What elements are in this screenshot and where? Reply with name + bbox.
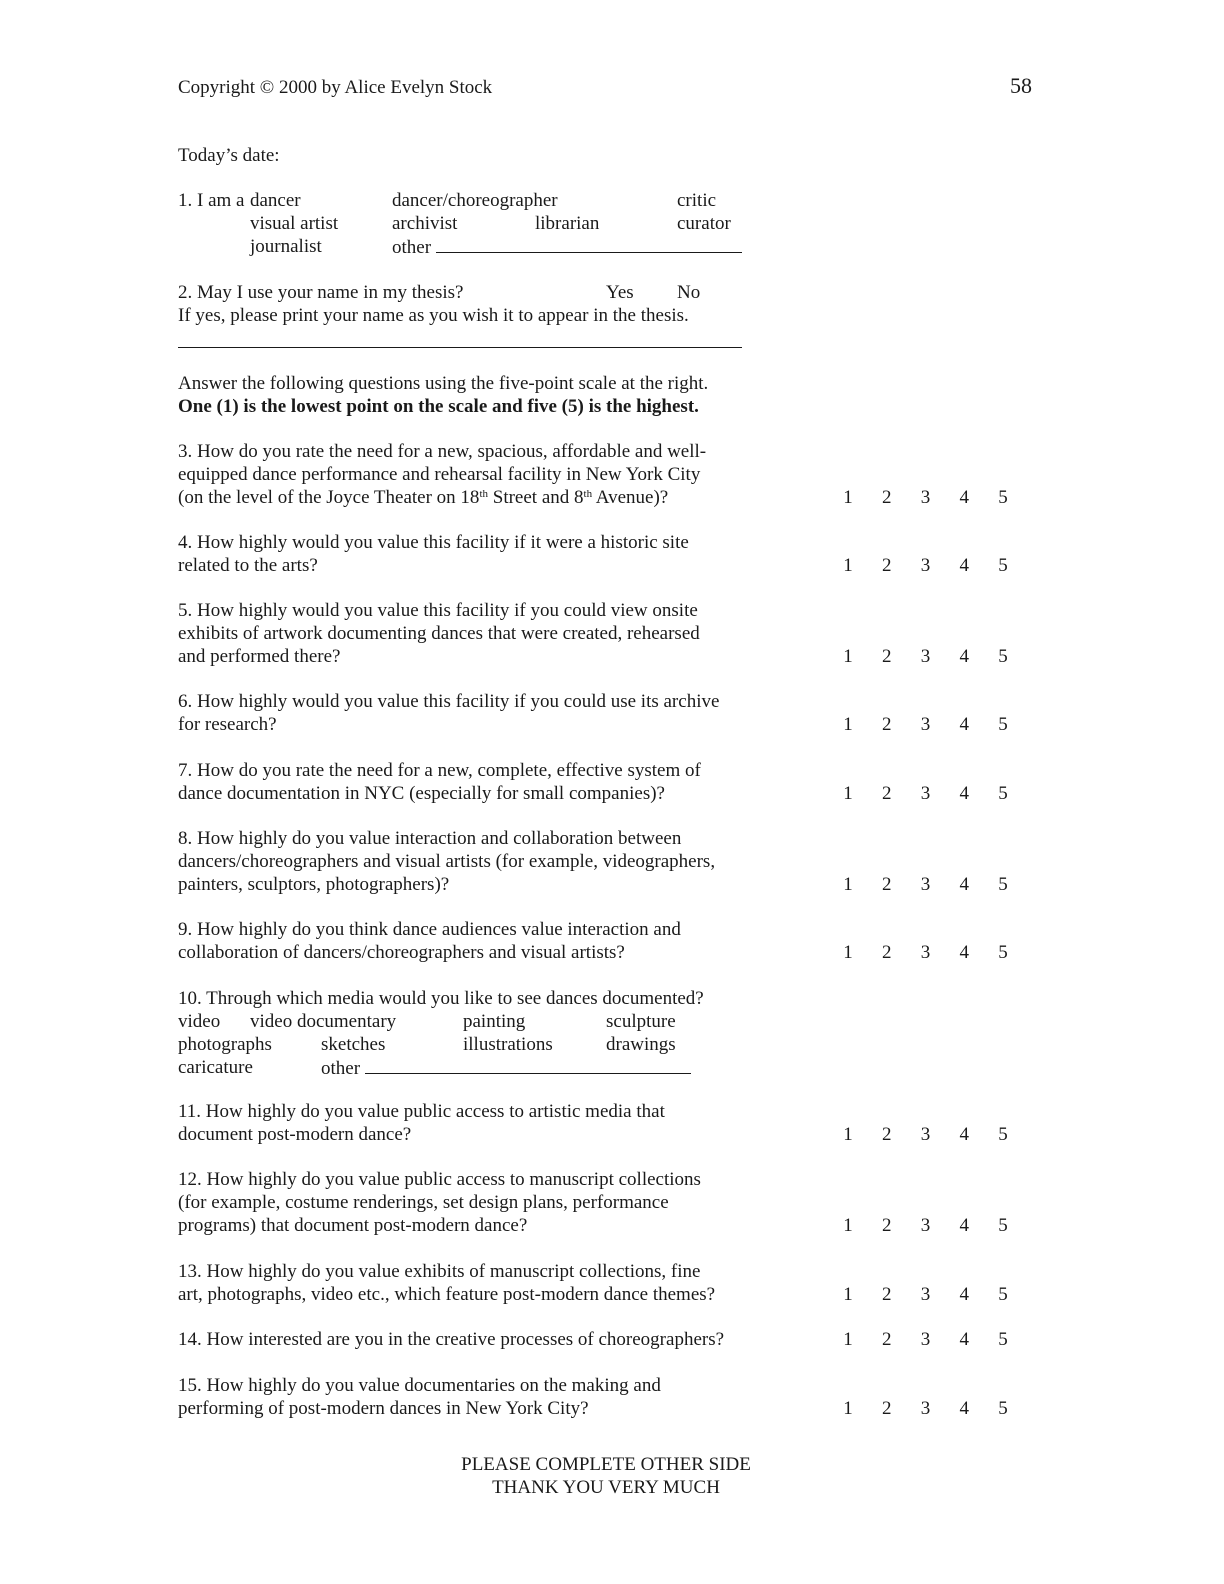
q1-option-librarian[interactable]: librarian xyxy=(535,213,600,234)
q1-option-dancer-choreographer[interactable]: dancer/choreographer xyxy=(392,190,558,211)
question-line: 4. How highly would you value this facility if it were a historic site xyxy=(178,532,689,553)
question-line: art, photographs, video etc., which feature post-modern dance themes? xyxy=(178,1284,716,1305)
q10-option-video-documentary[interactable]: video documentary xyxy=(250,1011,397,1032)
rating-option[interactable]: 2 xyxy=(882,1124,892,1145)
rating-option[interactable]: 4 xyxy=(959,1124,969,1145)
rating-option[interactable]: 3 xyxy=(920,874,931,895)
rating-option[interactable]: 5 xyxy=(998,646,1008,667)
q10-option-sketches[interactable]: sketches xyxy=(321,1034,386,1055)
rating-option[interactable]: 3 xyxy=(920,646,931,667)
q10-option-photographs[interactable]: photographs xyxy=(178,1034,272,1055)
question-8 xyxy=(178,827,778,896)
rating-option[interactable]: 5 xyxy=(998,783,1008,804)
q3-sup-a: th xyxy=(479,488,488,500)
q3-text-c: Avenue)? xyxy=(592,487,669,508)
question-line: programs) that document post-modern dance? xyxy=(178,1215,528,1236)
rating-option[interactable]: 3 xyxy=(920,783,931,804)
question-line: for research? xyxy=(178,714,277,735)
rating-option[interactable]: 4 xyxy=(959,1284,969,1305)
q1-option-dancer[interactable]: dancer xyxy=(250,190,301,211)
rating-option[interactable]: 2 xyxy=(882,1215,892,1236)
q10-question: 10. Through which media would you like to see dances documented? xyxy=(178,988,704,1009)
rating-scale-q4 xyxy=(838,554,1013,577)
question-line: dance documentation in NYC (especially for small companies)? xyxy=(178,783,665,804)
q1-prefix: 1. I am a xyxy=(178,190,245,211)
q3-sup-b: th xyxy=(583,488,593,500)
question-line: 12. How highly do you value public access to manuscript collections xyxy=(178,1169,701,1190)
rating-scale-q9 xyxy=(838,941,1013,964)
rating-scale-q13 xyxy=(838,1283,1013,1306)
question-6 xyxy=(178,690,778,736)
rating-option[interactable]: 5 xyxy=(998,714,1008,735)
rating-option[interactable]: 2 xyxy=(882,874,892,895)
rating-scale-q14 xyxy=(838,1328,1013,1351)
q10-option-caricature[interactable]: caricature xyxy=(178,1057,253,1078)
question-11 xyxy=(178,1100,778,1146)
question-4 xyxy=(178,531,778,577)
question-line: document post-modern dance? xyxy=(178,1124,412,1145)
question-13 xyxy=(178,1260,778,1306)
question-9 xyxy=(178,918,778,964)
q2-name-blank[interactable] xyxy=(178,330,742,348)
rating-option[interactable]: 1 xyxy=(843,1284,853,1305)
rating-option[interactable]: 2 xyxy=(882,714,892,735)
question-15 xyxy=(178,1374,778,1420)
question-line: 5. How highly would you value this facility if you could view onsite xyxy=(178,600,698,621)
rating-option[interactable]: 2 xyxy=(882,942,892,963)
rating-option[interactable]: 2 xyxy=(882,555,892,576)
q10-option-other[interactable]: other xyxy=(321,1058,361,1079)
rating-option[interactable]: 1 xyxy=(843,1215,853,1236)
rating-option[interactable]: 1 xyxy=(843,714,853,735)
rating-option[interactable]: 3 xyxy=(920,714,931,735)
question-line: 14. How interested are you in the creative processes of choreographers? xyxy=(178,1329,725,1350)
q1-option-other[interactable]: other xyxy=(392,237,432,258)
rating-scale-q11 xyxy=(838,1123,1013,1146)
question-line: exhibits of artwork documenting dances that were created, rehearsed xyxy=(178,623,700,644)
rating-option[interactable]: 2 xyxy=(882,1284,892,1305)
q2-yes-option[interactable]: Yes xyxy=(606,282,634,303)
footer-complete-other-side: PLEASE COMPLETE OTHER SIDE xyxy=(461,1454,751,1475)
question-line: 7. How do you rate the need for a new, complete, effective system of xyxy=(178,760,701,781)
copyright-notice: Copyright © 2000 by Alice Evelyn Stock xyxy=(178,77,493,98)
question-12 xyxy=(178,1168,778,1237)
q2-no-option[interactable]: No xyxy=(677,282,701,303)
rating-scale-q15 xyxy=(838,1397,1013,1420)
question-line: dancers/choreographers and visual artists (for example, videographers, xyxy=(178,851,716,872)
rating-option[interactable]: 1 xyxy=(843,874,853,895)
question-line: and performed there? xyxy=(178,646,341,667)
rating-option[interactable]: 3 xyxy=(920,555,931,576)
q10-other-blank[interactable] xyxy=(365,1056,691,1074)
question-line: equipped dance performance and rehearsal facility in New York City xyxy=(178,464,701,485)
rating-option[interactable]: 1 xyxy=(843,487,853,508)
scale-instructions: Answer the following questions using the five-point scale at the right. xyxy=(178,373,709,394)
rating-option[interactable]: 4 xyxy=(959,1329,969,1350)
rating-option[interactable]: 1 xyxy=(843,1329,853,1350)
q2-question: 2. May I use your name in my thesis? xyxy=(178,282,464,303)
rating-scale-q12 xyxy=(838,1214,1013,1237)
page-number: 58 xyxy=(1010,73,1032,98)
question-line: 3. How do you rate the need for a new, spacious, affordable and well- xyxy=(178,441,707,462)
rating-option[interactable]: 2 xyxy=(882,646,892,667)
rating-option[interactable]: 3 xyxy=(920,487,931,508)
q1-option-critic[interactable]: critic xyxy=(677,190,717,211)
q1-option-archivist[interactable]: archivist xyxy=(392,213,458,234)
question-line: 15. How highly do you value documentaries on the making and xyxy=(178,1375,661,1396)
rating-option[interactable]: 3 xyxy=(920,1215,931,1236)
rating-option[interactable]: 5 xyxy=(998,1215,1008,1236)
scale-instructions-bold: One (1) is the lowest point on the scale and five (5) is the highest. xyxy=(178,396,699,417)
rating-option[interactable]: 4 xyxy=(959,487,969,508)
rating-scale-q8 xyxy=(838,873,1013,896)
rating-option[interactable]: 3 xyxy=(920,1284,931,1305)
rating-option[interactable]: 4 xyxy=(959,714,969,735)
rating-scale-q3 xyxy=(838,486,1013,509)
rating-option[interactable]: 5 xyxy=(998,1398,1008,1419)
rating-scale-q5 xyxy=(838,645,1013,668)
footer-thank-you: THANK YOU VERY MUCH xyxy=(492,1477,720,1498)
rating-option[interactable]: 4 xyxy=(959,783,969,804)
rating-option[interactable]: 4 xyxy=(959,646,969,667)
q2-instruction: If yes, please print your name as you wish it to appear in the thesis. xyxy=(178,305,689,326)
q3-text-b: Street and 8 xyxy=(488,487,584,508)
rating-option[interactable]: 4 xyxy=(959,1215,969,1236)
q1-option-curator[interactable]: curator xyxy=(677,213,731,234)
rating-option[interactable]: 5 xyxy=(998,1284,1008,1305)
rating-option[interactable]: 2 xyxy=(882,487,892,508)
question-line: 11. How highly do you value public access to artistic media that xyxy=(178,1101,665,1122)
rating-option[interactable]: 4 xyxy=(959,1398,969,1419)
q10-other xyxy=(321,1056,691,1080)
q1-option-journalist[interactable]: journalist xyxy=(250,236,322,257)
rating-option[interactable]: 5 xyxy=(998,874,1008,895)
q10-option-painting[interactable]: painting xyxy=(463,1011,526,1032)
q1-other-blank[interactable] xyxy=(436,235,742,253)
rating-option[interactable]: 5 xyxy=(998,555,1008,576)
rating-option[interactable]: 1 xyxy=(843,942,853,963)
rating-option[interactable]: 4 xyxy=(959,942,969,963)
rating-option[interactable]: 4 xyxy=(959,555,969,576)
rating-option[interactable]: 4 xyxy=(959,874,969,895)
q1-option-visual-artist[interactable]: visual artist xyxy=(250,213,339,234)
rating-option[interactable]: 1 xyxy=(843,783,853,804)
q10-option-video[interactable]: video xyxy=(178,1011,221,1032)
question-line: 8. How highly do you value interaction and collaboration between xyxy=(178,828,682,849)
rating-scale-q6 xyxy=(838,713,1013,736)
rating-option[interactable]: 5 xyxy=(998,942,1008,963)
rating-option[interactable]: 1 xyxy=(843,646,853,667)
question-line: 9. How highly do you think dance audiences value interaction and xyxy=(178,919,681,940)
rating-option[interactable]: 2 xyxy=(882,1329,892,1350)
date-label: Today’s date: xyxy=(178,145,280,166)
question-line xyxy=(178,486,778,509)
rating-option[interactable]: 3 xyxy=(920,1329,931,1350)
rating-scale-q7 xyxy=(838,782,1013,805)
question-line: 6. How highly would you value this facility if you could use its archive xyxy=(178,691,720,712)
rating-option[interactable]: 5 xyxy=(998,487,1008,508)
rating-option[interactable]: 2 xyxy=(882,783,892,804)
question-14 xyxy=(178,1328,778,1351)
rating-option[interactable]: 3 xyxy=(920,942,931,963)
question-5 xyxy=(178,599,778,668)
question-line: related to the arts? xyxy=(178,555,318,576)
rating-option[interactable]: 5 xyxy=(998,1124,1008,1145)
rating-option[interactable]: 5 xyxy=(998,1329,1008,1350)
rating-option[interactable]: 3 xyxy=(920,1398,931,1419)
rating-option[interactable]: 1 xyxy=(843,1124,853,1145)
q10-option-drawings[interactable]: drawings xyxy=(606,1034,676,1055)
question-line: performing of post-modern dances in New York City? xyxy=(178,1398,589,1419)
question-line: collaboration of dancers/choreographers and visual artists? xyxy=(178,942,625,963)
question-line: painters, sculptors, photographers)? xyxy=(178,874,450,895)
q1-other xyxy=(392,235,742,259)
q3-text-a: (on the level of the Joyce Theater on 18 xyxy=(178,487,480,508)
rating-option[interactable]: 1 xyxy=(843,555,853,576)
question-7 xyxy=(178,759,778,805)
q10-option-illustrations[interactable]: illustrations xyxy=(463,1034,553,1055)
question-line: (for example, costume renderings, set design plans, performance xyxy=(178,1192,669,1213)
question-3 xyxy=(178,440,778,509)
rating-option[interactable]: 3 xyxy=(920,1124,931,1145)
q10-option-sculpture[interactable]: sculpture xyxy=(606,1011,676,1032)
rating-option[interactable]: 1 xyxy=(843,1398,853,1419)
question-line: 13. How highly do you value exhibits of manuscript collections, fine xyxy=(178,1261,701,1282)
rating-option[interactable]: 2 xyxy=(882,1398,892,1419)
